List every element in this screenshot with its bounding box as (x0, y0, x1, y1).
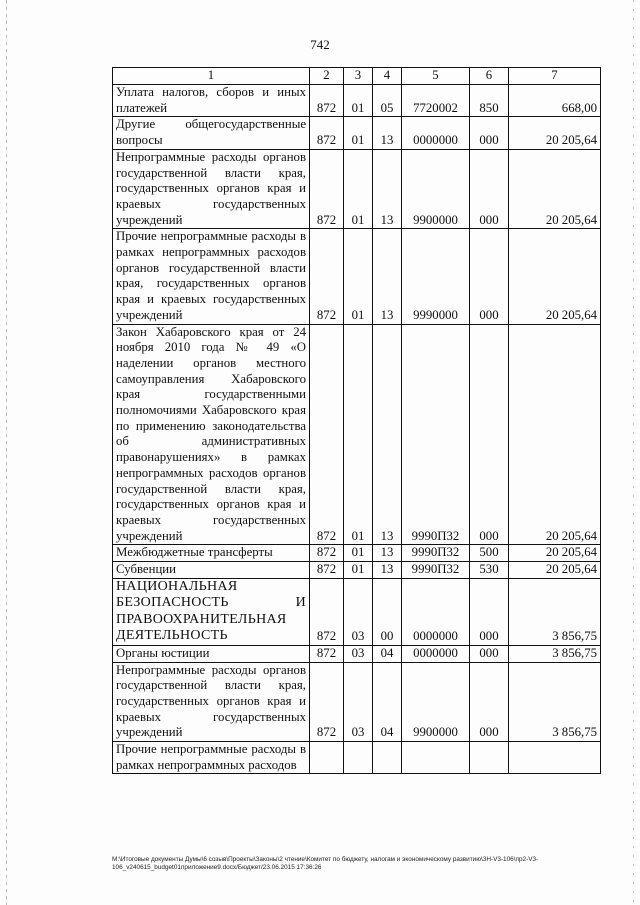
row-name: Другие общегосударственные вопросы (113, 117, 310, 149)
header-cell: 6 (470, 68, 509, 85)
header-cell: 1 (113, 68, 310, 85)
row-name: Уплата налогов, сборов и иных платежей (113, 85, 310, 117)
row-sum: 3 856,75 (509, 645, 601, 662)
row-target (402, 742, 470, 774)
row-sum: 20 205,64 (509, 229, 601, 324)
row-target: 9990П32 (402, 562, 470, 579)
row-code: 872 (310, 562, 344, 579)
row-target: 9990П32 (402, 324, 470, 545)
row-code: 872 (310, 662, 344, 742)
row-target: 0000000 (402, 578, 470, 645)
row-sum: 3 856,75 (509, 662, 601, 742)
row-name: Субвенции (113, 562, 310, 579)
table-row (113, 545, 601, 562)
table-row (113, 645, 601, 662)
row-subsection: 13 (373, 149, 402, 229)
row-code: 872 (310, 578, 344, 645)
row-name: Органы юстиции (113, 645, 310, 662)
row-subsection: 00 (373, 578, 402, 645)
row-sum: 20 205,64 (509, 324, 601, 545)
row-code: 872 (310, 229, 344, 324)
row-target: 9900000 (402, 662, 470, 742)
table-row (113, 562, 601, 579)
table-row (113, 117, 601, 149)
header-cell: 2 (310, 68, 344, 85)
row-type: 000 (470, 149, 509, 229)
row-subsection: 04 (373, 662, 402, 742)
row-type: 000 (470, 578, 509, 645)
row-target: 0000000 (402, 645, 470, 662)
row-name: Межбюджетные трансферты (113, 545, 310, 562)
table-row (113, 662, 601, 742)
row-subsection (373, 742, 402, 774)
row-type: 000 (470, 324, 509, 545)
row-subsection: 13 (373, 229, 402, 324)
table-row (113, 324, 601, 545)
row-name: Непрограммные расходы органов государственной власти края, государственных органов края и краевых государственных учреждений (113, 149, 310, 229)
row-subsection: 13 (373, 324, 402, 545)
row-section (344, 742, 373, 774)
row-sum: 20 205,64 (509, 545, 601, 562)
row-target: 9900000 (402, 149, 470, 229)
header-cell: 5 (402, 68, 470, 85)
row-section: 01 (344, 562, 373, 579)
header-cell: 7 (509, 68, 601, 85)
row-code: 872 (310, 545, 344, 562)
row-type: 500 (470, 545, 509, 562)
row-subsection: 13 (373, 545, 402, 562)
row-type: 000 (470, 662, 509, 742)
document-footer (112, 856, 622, 872)
row-sum: 20 205,64 (509, 117, 601, 149)
row-type: 530 (470, 562, 509, 579)
row-name: Закон Хабаровского края от 24 ноября 2010 года № 49 «О наделении органов местного самоуправления Хабаровского края государственными полномочиями Хабаровского края по применению законодательства об административных правонарушениях» в рамках непрограммных расходов органов государственной власти края, государственных органов края и краевых государственных учреждений (113, 324, 310, 545)
row-type: 000 (470, 117, 509, 149)
table-row (113, 85, 601, 117)
scan-edge-left (6, 0, 7, 905)
row-subsection: 05 (373, 85, 402, 117)
header-cell: 4 (373, 68, 402, 85)
row-target: 9990000 (402, 229, 470, 324)
row-sum: 20 205,64 (509, 149, 601, 229)
table-row-section-heading (113, 578, 601, 645)
row-sum (509, 742, 601, 774)
row-code: 872 (310, 149, 344, 229)
row-name: Прочие непрограммные расходы в рамках непрограммных расходов (113, 742, 310, 774)
row-section: 01 (344, 229, 373, 324)
row-target: 0000000 (402, 117, 470, 149)
header-cell: 3 (344, 68, 373, 85)
row-section: 03 (344, 645, 373, 662)
row-code: 872 (310, 85, 344, 117)
table-row (113, 149, 601, 229)
row-section: 01 (344, 85, 373, 117)
row-code (310, 742, 344, 774)
row-type (470, 742, 509, 774)
row-code: 872 (310, 645, 344, 662)
row-section: 01 (344, 149, 373, 229)
table-row-continued (113, 742, 601, 774)
row-section: 01 (344, 117, 373, 149)
row-code: 872 (310, 324, 344, 545)
row-subsection: 13 (373, 117, 402, 149)
row-target: 9990П32 (402, 545, 470, 562)
row-section: 03 (344, 662, 373, 742)
row-section: 01 (344, 545, 373, 562)
budget-table-body (113, 68, 601, 774)
budget-table (112, 67, 601, 774)
row-section: 01 (344, 324, 373, 545)
footer-path-line: M:\Итоговые документы Думы\6 созыв\Проекты\Законы\2 чтение\Комитет по бюджету, налогам и экономическому развитию\3Н-V3-106\пр2-V3- (112, 856, 539, 863)
row-type: 850 (470, 85, 509, 117)
table-row (113, 229, 601, 324)
page-number: 742 (310, 37, 330, 52)
row-subsection: 13 (373, 562, 402, 579)
row-target: 7720002 (402, 85, 470, 117)
table-header-row (113, 68, 601, 85)
row-code: 872 (310, 117, 344, 149)
row-sum: 3 856,75 (509, 578, 601, 645)
row-subsection: 04 (373, 645, 402, 662)
row-section: 03 (344, 578, 373, 645)
footer-path-line: 106_v240615_budget01приложение9.docx/Бюджет/23.06.2015 17:36:26 (112, 864, 322, 871)
row-type: 000 (470, 229, 509, 324)
row-sum: 20 205,64 (509, 562, 601, 579)
row-name: НАЦИОНАЛЬНАЯ БЕЗОПАСНОСТЬ И ПРАВООХРАНИТЕЛЬНАЯ ДЕЯТЕЛЬНОСТЬ (113, 578, 310, 645)
row-name: Прочие непрограммные расходы в рамках непрограммных расходов органов государственной власти края, государственных органов края и краевых государственных учреждений (113, 229, 310, 324)
row-type: 000 (470, 645, 509, 662)
row-sum: 668,00 (509, 85, 601, 117)
scan-edge-right (633, 0, 634, 905)
row-name: Непрограммные расходы органов государственной власти края, государственных органов края и краевых государственных учреждений (113, 662, 310, 742)
